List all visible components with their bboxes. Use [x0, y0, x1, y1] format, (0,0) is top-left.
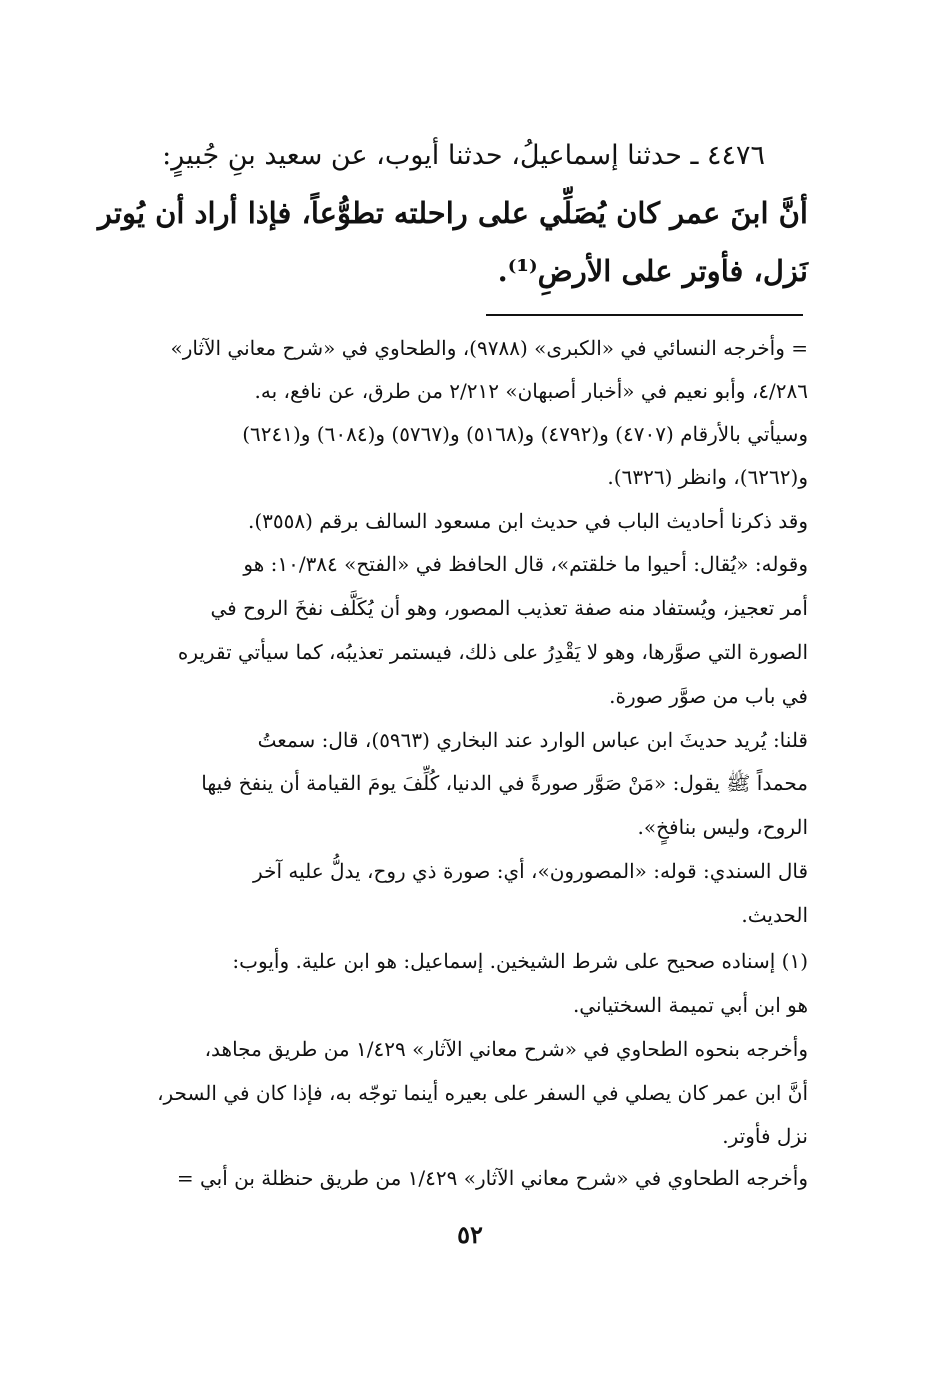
page-number: ٥٢ — [457, 1220, 483, 1249]
footnote-1-line: أنَّ ابن عمر كان يصلي في السفر على بعيره أينما توجّه به، فإذا كان في السحر، — [157, 1081, 808, 1105]
hadith-text-line: أنَّ ابنَ عمر كان يُصَلِّي على راحلته تطوُّعاً، فإذا أراد أن يُوتر — [97, 196, 808, 230]
footnote-line: ٤/٢٨٦، وأبو نعيم في «أخبار أصبهان» ٢/٢١٢ من طرق، عن نافع، به. — [254, 379, 808, 403]
hadith-text-line: نَزل، فأوتر على الأرضِ⁽¹⁾. — [497, 254, 808, 288]
hadith-intro: ٤٤٧٦ ـ حدثنا إسماعيلُ، حدثنا أيوب، عن سعيد بنِ جُبيرٍ: — [162, 140, 765, 171]
footnote-line: و(٦٢٦٢)، وانظر (٦٣٢٦). — [607, 465, 808, 489]
footnote-line: أمر تعجيز، ويُستفاد منه صفة تعذيب المصور، وهو أن يُكَلَّف نفخَ الروح في — [210, 596, 808, 620]
footnote-line: الحديث. — [741, 903, 808, 927]
footnote-1-line: (١) إسناده صحيح على شرط الشيخين. إسماعيل: هو ابن علية. وأيوب: — [232, 949, 808, 973]
footnote-line: وقد ذكرنا أحاديث الباب في حديث ابن مسعود السالف برقم (٣٥٥٨). — [247, 509, 808, 533]
footnote-1-line: نزل فأوتر. — [722, 1124, 808, 1148]
footnote-line: محمداً ﷺ يقول: «مَنْ صَوَّر صورةً في الدنيا، كُلِّفَ يومَ القيامة أن ينفخ فيها — [201, 771, 808, 795]
footnote-line: = وأخرجه النسائي في «الكبرى» (٩٧٨٨)، والطحاوي في «شرح معاني الآثار» — [170, 336, 808, 360]
footnote-1-line: وأخرجه بنحوه الطحاوي في «شرح معاني الآثار» ١/٤٢٩ من طريق مجاهد، — [204, 1037, 808, 1061]
footnote-line: وقوله: «يُقال: أحيوا ما خلقتم»، قال الحافظ في «الفتح» ١٠/٣٨٤: هو — [243, 552, 808, 576]
footnote-line: قال السندي: قوله: «المصورون»، أي: صورة ذي روح، يدلُّ عليه آخر — [253, 859, 808, 883]
footnote-line: الروح، وليس بنافخٍ». — [637, 815, 808, 839]
footnote-1-line: هو ابن أبي تميمة السختياني. — [572, 993, 808, 1017]
footnote-line: في باب من صوَّر صورة. — [609, 684, 808, 708]
footnote-1-line: وأخرجه الطحاوي في «شرح معاني الآثار» ١/٤٢٩ من طريق حنظلة بن أبي = — [176, 1166, 808, 1190]
footnote-line: قلنا: يُريد حديثَ ابن عباس الوارد عند البخاري (٥٩٦٣)، قال: سمعتُ — [257, 728, 808, 752]
footnote-line: وسيأتي بالأرقام (٤٧٠٧) و(٤٧٩٢) و(٥١٦٨) و(٥٧٦٧) و(٦٠٨٤) و(٦٢٤١) — [242, 422, 808, 446]
footnote-separator — [486, 314, 803, 316]
footnote-line: الصورة التي صوَّرها، وهو لا يَقْدِرُ على ذلك، فيستمر تعذيبُه، كما سيأتي تقريره — [177, 640, 808, 664]
